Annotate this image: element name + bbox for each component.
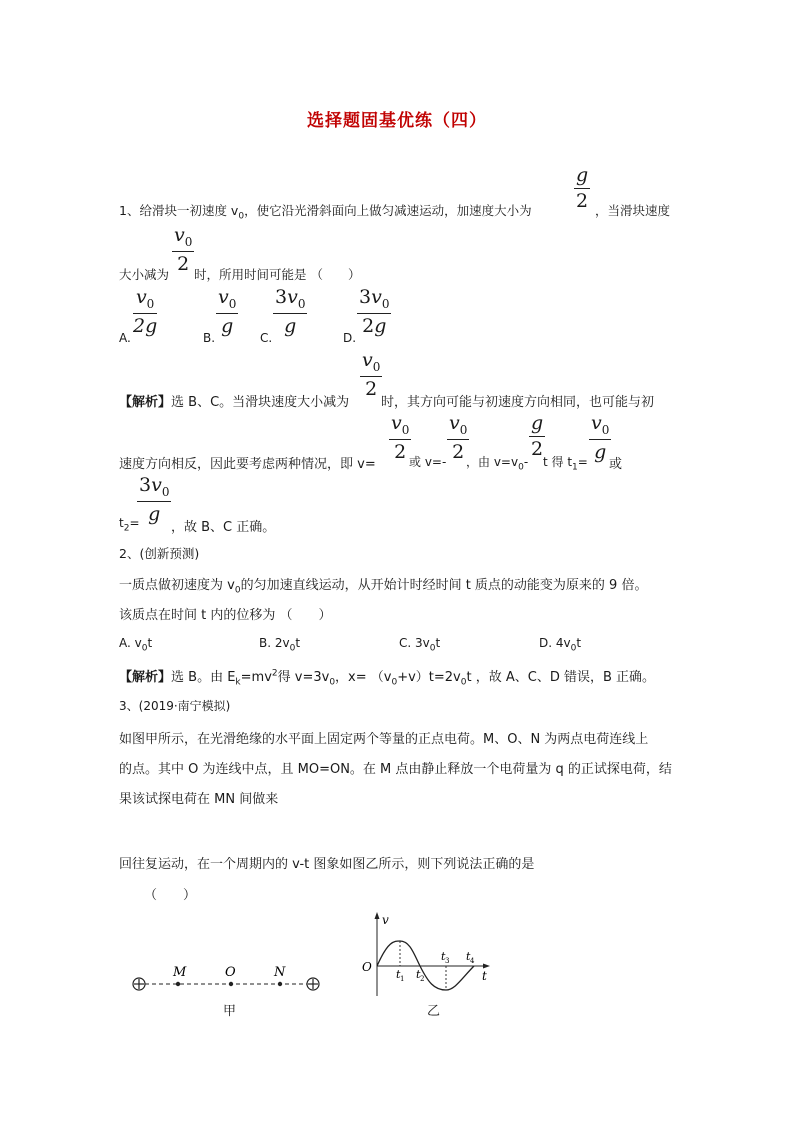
point-m <box>176 982 180 986</box>
option-d-fraction: $\frac{3v_0}{2g}$ <box>359 286 390 337</box>
q3-heading: 3、(2019·南宁模拟) <box>119 699 231 713</box>
svg-text:t: t <box>396 968 401 981</box>
label-n: N <box>274 965 286 980</box>
positive-charge-left <box>133 978 145 990</box>
q1-option-a[interactable]: A. <box>119 331 131 345</box>
q1-analysis-line1-rest: 时，其方向可能与初速度方向相同，也可能与初 <box>381 395 655 410</box>
q1-analysis-line3: $t_2=$ <box>119 516 140 534</box>
fraction-v0-over-2: $\frac{v_0}{2}$ <box>174 224 193 275</box>
q3-stem-line3: 果该试探电荷在 MN 间做来 <box>119 792 279 807</box>
q3-stem-line1: 如图甲所示，在光滑绝缘的水平面上固定两个等量的正点电荷。M、O、N 为两点电荷连线上 <box>119 732 649 747</box>
label-o: O <box>225 965 236 980</box>
q3-answer-blank: （ ） <box>144 888 197 903</box>
q1-option-c[interactable]: C. <box>260 331 273 345</box>
q1-analysis-line2-t: t 得 $t_1=$ <box>543 455 588 473</box>
svg-text:1: 1 <box>400 975 405 983</box>
q2-option-c[interactable]: C. $3v_0t$ <box>399 636 441 654</box>
q2-option-d[interactable]: D. $4v_0t$ <box>539 636 582 654</box>
q3-stem-line4: 回往复运动，在一个周期内的 v-t 图象如图乙所示，则下列说法正确的是 <box>119 857 535 872</box>
option-b-fraction: $\frac{v_0}{g}$ <box>218 286 237 337</box>
q2-option-b[interactable]: B. $2v_0t$ <box>259 636 301 654</box>
q2-heading: 2、(创新预测) <box>119 546 200 561</box>
label-t4 <box>466 950 475 965</box>
analysis-fraction-v0-over-2: $\frac{v_0}{2}$ <box>362 349 381 400</box>
q1-analysis-line2-or: 或 v=- <box>409 455 447 469</box>
q1-option-b[interactable]: B. <box>203 331 216 345</box>
q1-analysis-line3-rest: ，故 B、C 正确。 <box>171 520 276 535</box>
label-t1 <box>396 968 404 983</box>
point-o <box>229 982 233 986</box>
figure-a-caption: 甲 <box>223 1004 237 1019</box>
analysis-fraction-v0-over-2-c: $\frac{v_0}{2}$ <box>449 412 468 463</box>
svg-text:3: 3 <box>445 957 450 965</box>
analysis-fraction-3v0-over-g: $\frac{3v_0}{g}$ <box>139 474 170 525</box>
q1-stem-line1: 1、给滑块一初速度 $v_0$，使它沿光滑斜面向上做匀减速运动，加速度大小为 <box>119 203 532 222</box>
q2-option-a[interactable]: A. $v_0t$ <box>119 636 153 654</box>
q2-analysis: 【解析】选 B。由 $E_k=mv^2$得 $v=3v_0$，$x= (v_0+v)t=2v_0t$ ，故 A、C、D 错误，B 正确。 <box>119 668 656 688</box>
q2-stem-line1: 一质点做初速度为 $v_0$的匀加速直线运动，从开始计时经时间 t 质点的动能变为原来的 9 倍。 <box>119 578 648 596</box>
q1-analysis-line2-or2: 或 <box>609 457 623 472</box>
q3-stem-line2: 的点。其中 O 为连线中点，且 MO=ON。在 M 点由静止释放一个电荷量为 q 的正试探电荷，结 <box>119 762 672 777</box>
label-t2 <box>416 968 424 983</box>
q1-stem-line1-tail: ，当滑块速度 <box>595 203 671 218</box>
q1-option-d[interactable]: D. <box>343 331 357 345</box>
analysis-fraction-g-over-2: $\frac{g}{2}$ <box>531 412 544 460</box>
analysis-fraction-v0-over-g: $\frac{v_0}{g}$ <box>591 412 610 463</box>
label-t: t <box>482 969 487 983</box>
figure-b-vt-graph <box>358 908 498 998</box>
svg-text:t: t <box>466 950 471 963</box>
q1-stem-line2-rest: 时，所用时间可能是 （ ） <box>194 267 361 282</box>
svg-text:t: t <box>441 950 446 963</box>
label-t3 <box>441 950 449 965</box>
fraction-g-over-2: $\frac{g}{2}$ <box>576 164 589 212</box>
positive-charge-right <box>307 978 319 990</box>
option-a-fraction: $\frac{v_0}{2g}$ <box>133 286 158 337</box>
t-axis-arrow <box>483 964 490 969</box>
svg-text:2: 2 <box>420 975 425 983</box>
analysis-fraction-v0-over-2-b: $\frac{v_0}{2}$ <box>391 412 410 463</box>
q2-stem-line2: 该质点在时间 t 内的位移为 （ ） <box>119 608 332 623</box>
page-title: 选择题固基优练（四） <box>307 111 487 131</box>
v-axis-arrow <box>375 912 380 919</box>
label-m: M <box>173 965 187 980</box>
q1-analysis-line1: 【解析】选 B、C。当滑块速度大小减为 <box>119 395 350 410</box>
option-c-fraction: $\frac{3v_0}{g}$ <box>275 286 306 337</box>
label-v: v <box>382 913 389 927</box>
label-origin: O <box>362 960 372 974</box>
q1-analysis-line2: 速度方向相反，因此要考虑两种情况，即 v= <box>119 457 376 472</box>
point-n <box>278 982 282 986</box>
svg-text:t: t <box>416 968 421 981</box>
q1-stem-line2: 大小减为 <box>119 267 170 282</box>
svg-text:4: 4 <box>470 957 475 965</box>
figure-b-caption: 乙 <box>427 1004 441 1019</box>
q1-analysis-line2-mid: ，由 $v=v_0-$ <box>466 455 529 473</box>
